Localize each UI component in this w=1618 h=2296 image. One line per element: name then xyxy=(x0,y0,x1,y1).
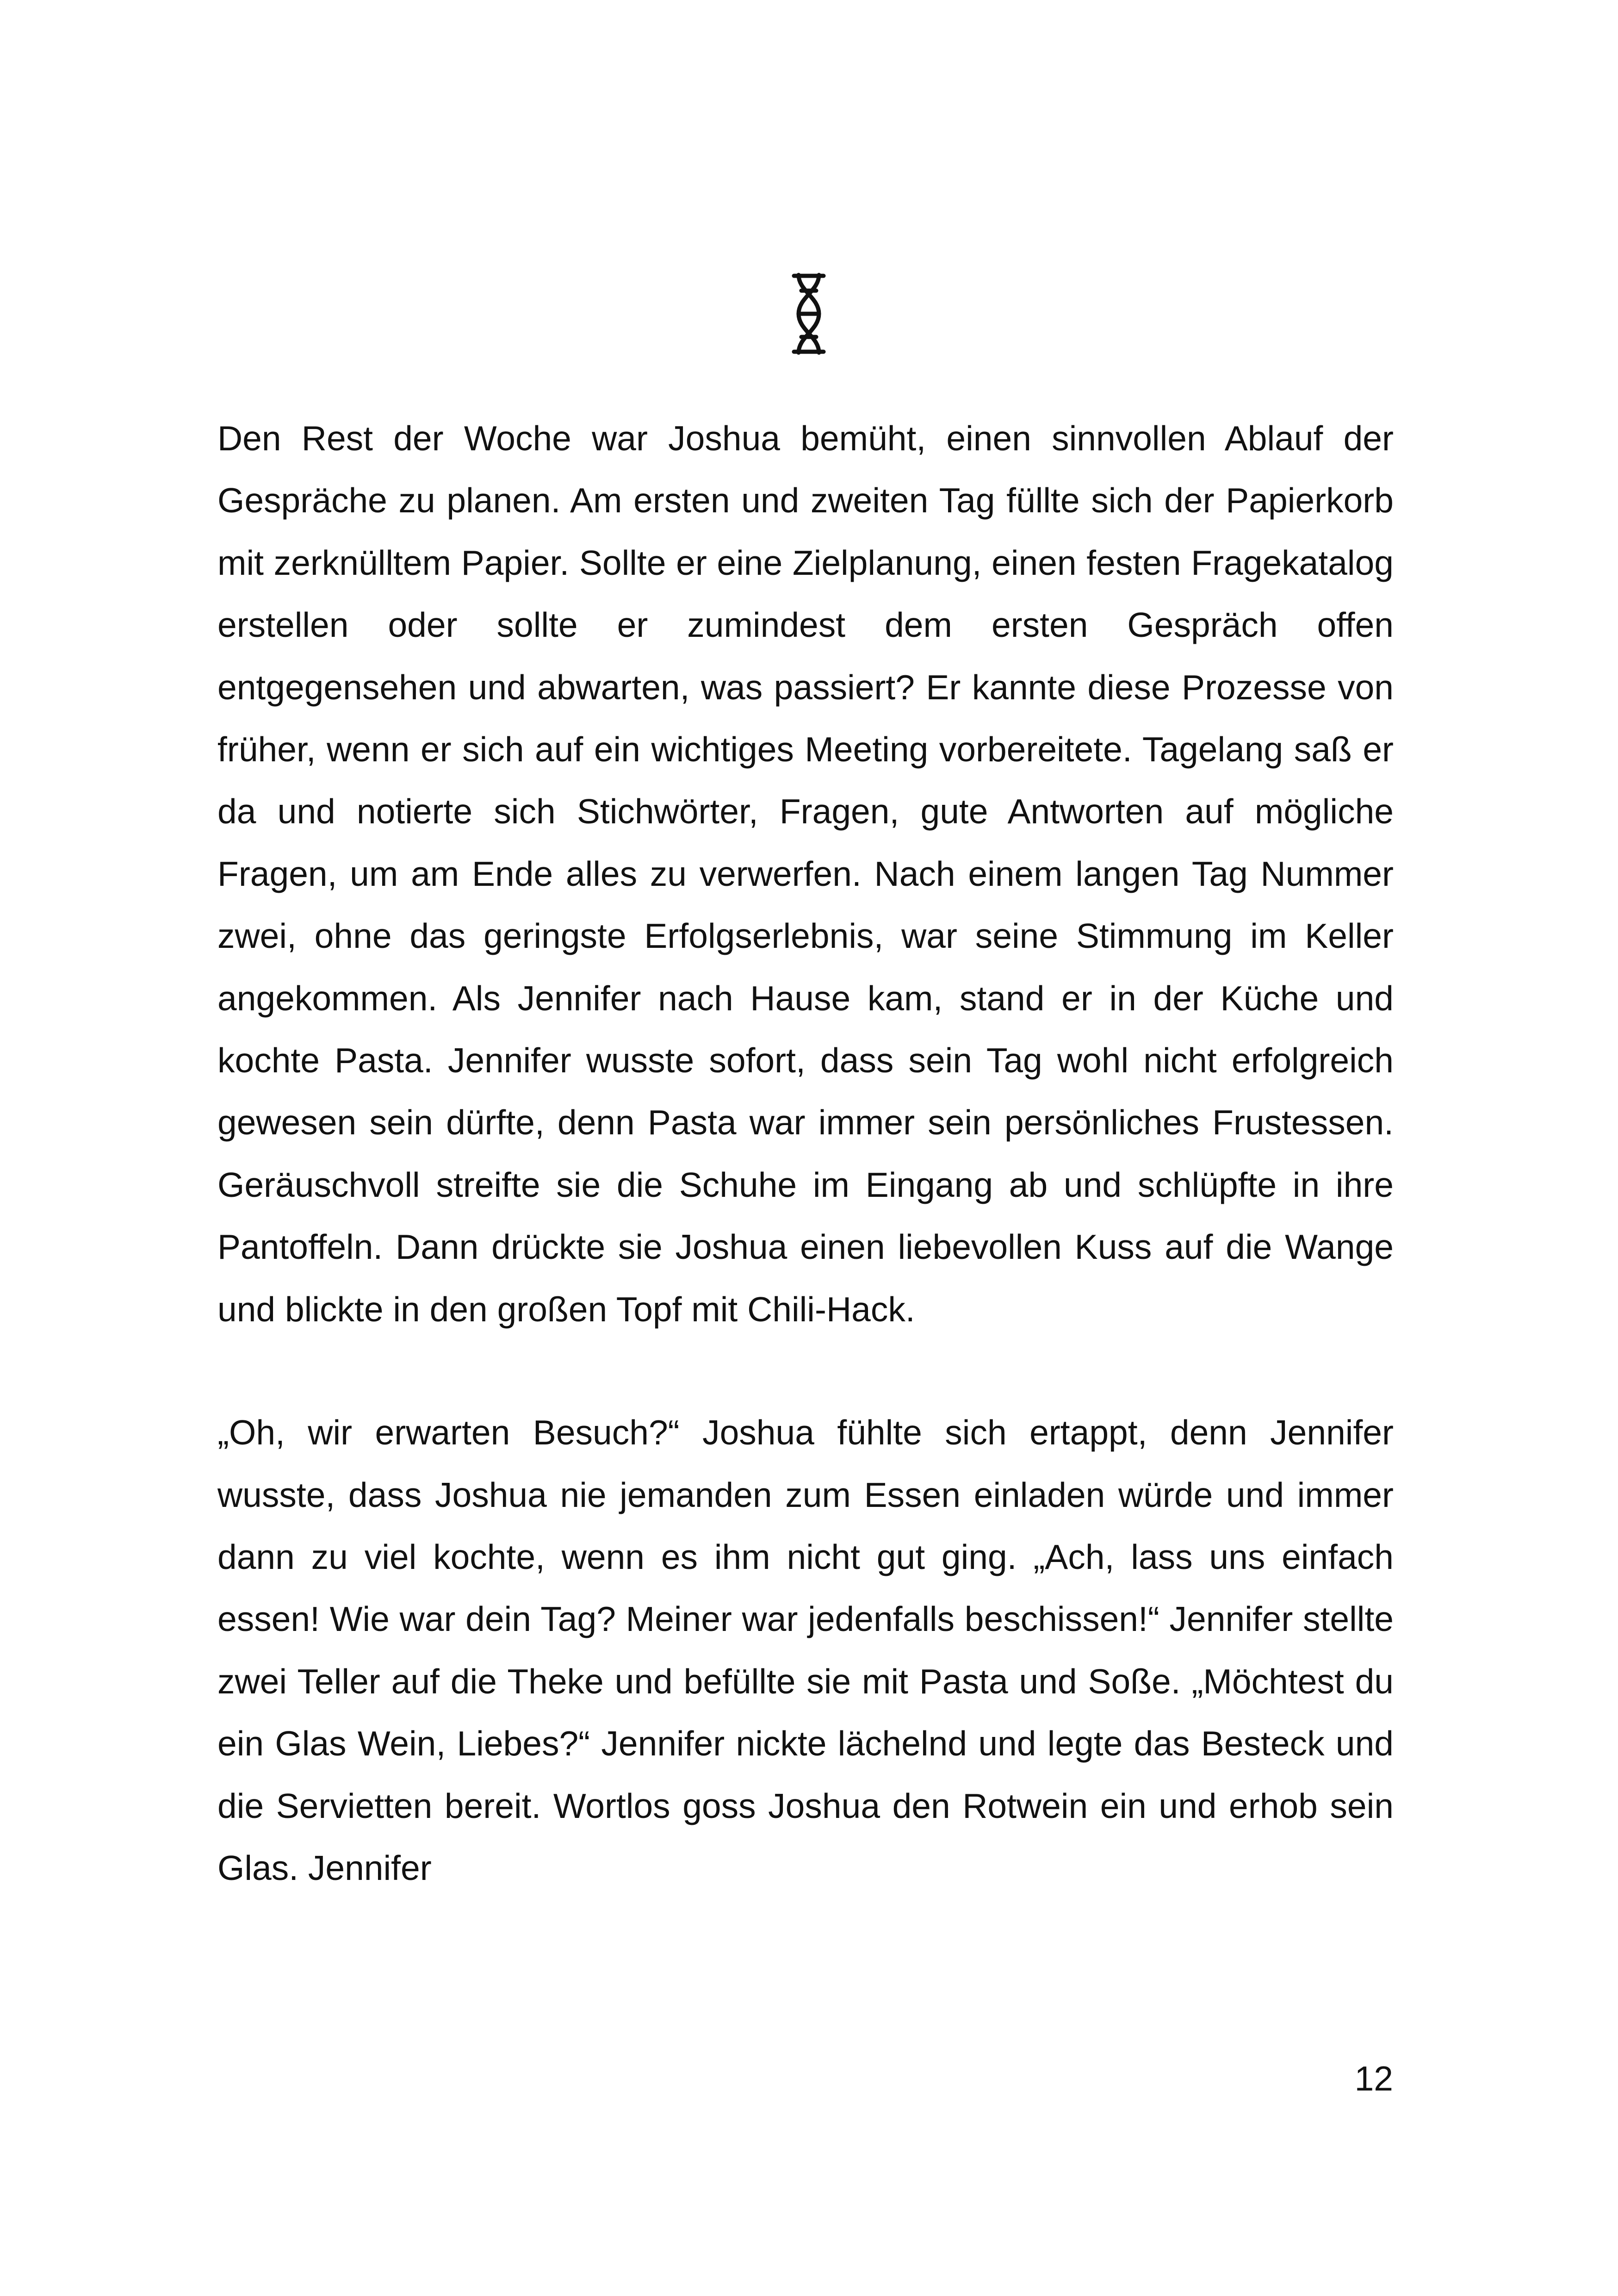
dna-helix-icon xyxy=(786,272,832,355)
paragraph-1: Den Rest der Woche war Joshua bemüht, einen sinnvollen Ablauf der Gespräche zu planen. Am ersten und zweiten Tag füllte sich der Papierkorb mit zerknülltem Papier. Sollte er eine Zielplanung, einen festen Fragekatalog erstellen oder sollte er zumindest dem ersten Gespräch offen entgegensehen und abwarten, was passiert? Er kannte diese Prozesse von früher, wenn er sich auf ein wichtiges Meeting vorbereitete. Tagelang saß er da und notierte sich Stichwörter, Fragen, gute Antworten auf mögliche Fragen, um am Ende alles zu verwerfen. Nach einem langen Tag Nummer zwei, ohne das geringste Erfolgserlebnis, war seine Stimmung im Keller angekommen. Als Jennifer nach Hause kam, stand er in der Küche und kochte Pasta. Jennifer wusste sofort, dass sein Tag wohl nicht erfolgreich gewesen sein dürfte, denn Pasta war immer sein persönliches Frustessen. Geräuschvoll streifte sie die Schuhe im Eingang ab und schlüpfte in ihre Pantoffeln. Dann drückte sie Joshua einen liebevollen Kuss auf die Wange und blickte in den großen Topf mit Chili-Hack. xyxy=(217,419,1394,1329)
page-number: 12 xyxy=(1354,2059,1393,2098)
paragraph-2: „Oh, wir erwarten Besuch?“ Joshua fühlte sich ertappt, denn Jennifer wusste, dass Joshua nie jemanden zum Essen einladen würde und immer dann zu viel kochte, wenn es ihm nicht gut ging. „Ach, lass uns einfach essen! Wie war dein Tag? Meiner war jedenfalls beschissen!“ Jennifer stellte zwei Teller auf die Theke und befüllte sie mit Pasta und Soße. „Möchtest du ein Glas Wein, Liebes?“ Jennifer nickte lächelnd und legte das Besteck und die Servietten bereit. Wortlos goss Joshua den Rotwein ein und erhob sein Glas. Jennifer xyxy=(217,1413,1394,1887)
body-text xyxy=(217,407,1394,1899)
